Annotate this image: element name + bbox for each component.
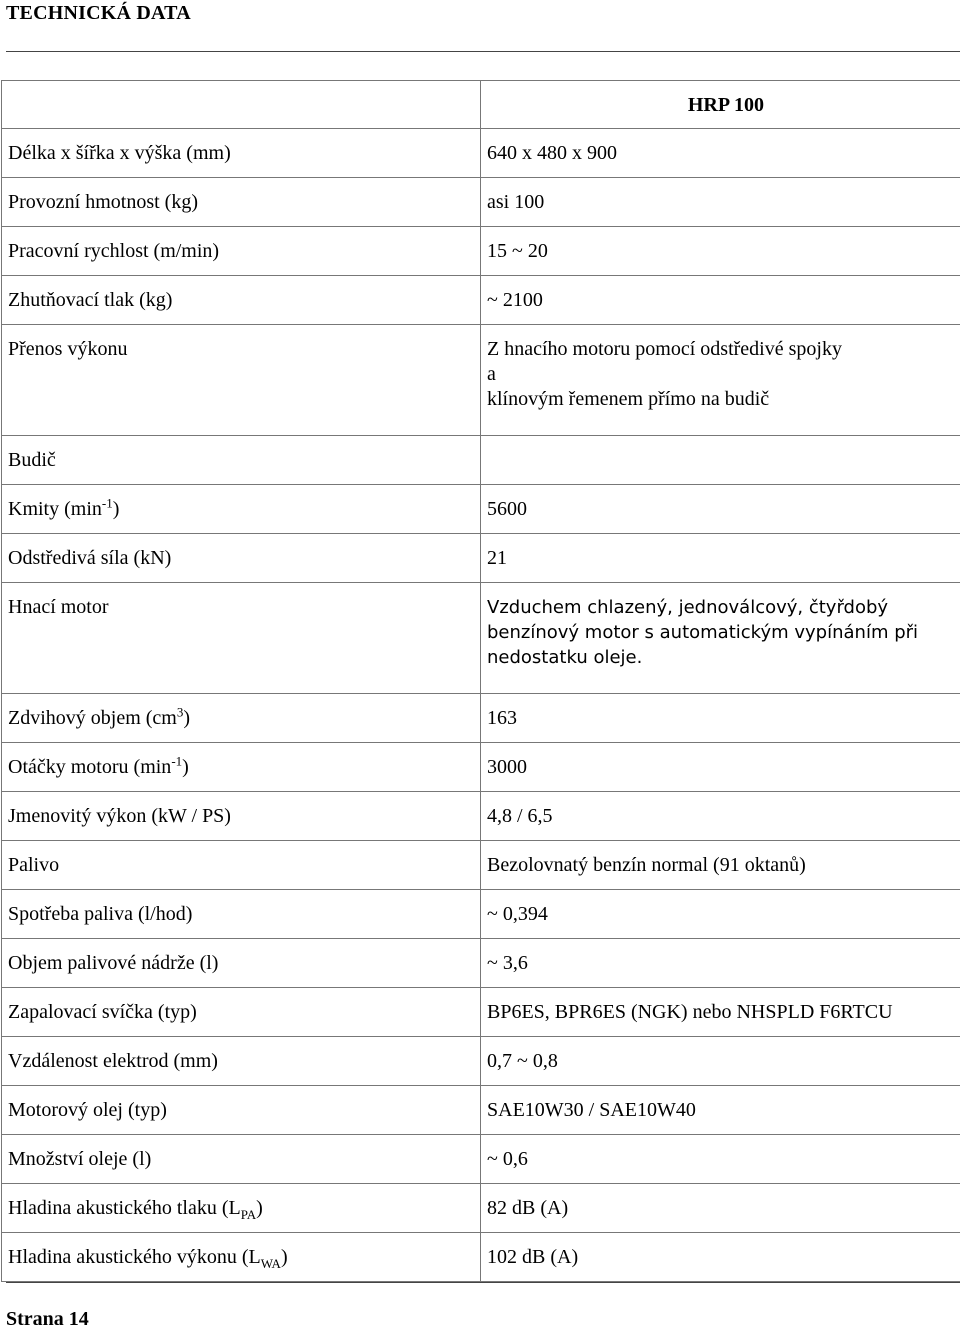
row-label: Odstředivá síla (kN) bbox=[2, 534, 481, 583]
label-end: ) bbox=[183, 707, 190, 729]
label-text: Hladina akustického tlaku (L bbox=[8, 1197, 241, 1219]
page-number: Strana 14 bbox=[6, 1308, 89, 1331]
label-subscript: PA bbox=[241, 1207, 256, 1222]
label-superscript: -1 bbox=[171, 753, 182, 768]
label-superscript: -1 bbox=[102, 495, 113, 510]
row-label: Objem palivové nádrže (l) bbox=[2, 939, 481, 988]
row-label: Množství oleje (l) bbox=[2, 1135, 481, 1184]
table-row bbox=[2, 1037, 960, 1086]
table-row bbox=[2, 939, 960, 988]
row-label: Motorový olej (typ) bbox=[2, 1086, 481, 1135]
row-label bbox=[2, 485, 481, 534]
label-text: Otáčky motoru (min bbox=[8, 756, 171, 778]
row-value: 4,8 / 6,5 bbox=[481, 792, 960, 841]
row-label: Délka x šířka x výška (mm) bbox=[2, 129, 481, 178]
table-row bbox=[2, 436, 960, 485]
label-end: ) bbox=[113, 498, 120, 520]
row-label: Pracovní rychlost (m/min) bbox=[2, 227, 481, 276]
row-label: Jmenovitý výkon (kW / PS) bbox=[2, 792, 481, 841]
row-label bbox=[2, 1184, 481, 1233]
row-value: 640 x 480 x 900 bbox=[481, 129, 960, 178]
label-text: Hladina akustického výkonu (L bbox=[8, 1246, 261, 1268]
row-value bbox=[481, 325, 960, 436]
table-row bbox=[2, 583, 960, 694]
row-label bbox=[2, 1233, 481, 1282]
table-header-row bbox=[2, 81, 960, 129]
row-value: 102 dB (A) bbox=[481, 1233, 960, 1282]
row-label bbox=[2, 694, 481, 743]
row-value: 15 ~ 20 bbox=[481, 227, 960, 276]
row-value bbox=[481, 583, 960, 694]
label-end: ) bbox=[182, 756, 189, 778]
row-label: Zhutňovací tlak (kg) bbox=[2, 276, 481, 325]
table-row bbox=[2, 534, 960, 583]
table-row bbox=[2, 178, 960, 227]
row-label: Přenos výkonu bbox=[2, 325, 481, 436]
table-row bbox=[2, 743, 960, 792]
row-label: Vzdálenost elektrod (mm) bbox=[2, 1037, 481, 1086]
row-value: 163 bbox=[481, 694, 960, 743]
footer-divider bbox=[6, 1282, 960, 1283]
row-value: ~ 2100 bbox=[481, 276, 960, 325]
row-label: Zapalovací svíčka (typ) bbox=[2, 988, 481, 1037]
table-row bbox=[2, 890, 960, 939]
table-row bbox=[2, 1184, 960, 1233]
row-label: Spotřeba paliva (l/hod) bbox=[2, 890, 481, 939]
header-empty-cell bbox=[2, 81, 481, 129]
row-label: Provozní hmotnost (kg) bbox=[2, 178, 481, 227]
table-row bbox=[2, 325, 960, 436]
row-value: BP6ES, BPR6ES (NGK) nebo NHSPLD F6RTCU bbox=[481, 988, 960, 1037]
row-label: Budič bbox=[2, 436, 481, 485]
label-end: ) bbox=[256, 1197, 263, 1219]
row-value: Bezolovnatý benzín normal (91 oktanů) bbox=[481, 841, 960, 890]
row-label: Palivo bbox=[2, 841, 481, 890]
row-value bbox=[481, 436, 960, 485]
page-title: TECHNICKÁ DATA bbox=[6, 2, 191, 25]
table-row bbox=[2, 276, 960, 325]
row-value: ~ 0,6 bbox=[481, 1135, 960, 1184]
row-value: asi 100 bbox=[481, 178, 960, 227]
row-label bbox=[2, 743, 481, 792]
row-value: SAE10W30 / SAE10W40 bbox=[481, 1086, 960, 1135]
table-row bbox=[2, 694, 960, 743]
table-row bbox=[2, 1233, 960, 1282]
table-row bbox=[2, 485, 960, 534]
value-line: Vzduchem chlazený, jednoválcový, čtyřdobý bbox=[487, 595, 954, 620]
table-row bbox=[2, 988, 960, 1037]
table-row bbox=[2, 227, 960, 276]
value-line: Z hnacího motoru pomocí odstředivé spojky bbox=[487, 337, 954, 362]
table-row bbox=[2, 1086, 960, 1135]
label-text: Kmity (min bbox=[8, 498, 102, 520]
row-value: 3000 bbox=[481, 743, 960, 792]
table-row bbox=[2, 792, 960, 841]
row-value: 5600 bbox=[481, 485, 960, 534]
label-text: Zdvihový objem (cm bbox=[8, 707, 177, 729]
row-value: 82 dB (A) bbox=[481, 1184, 960, 1233]
model-name: HRP 100 bbox=[481, 81, 960, 129]
spec-table bbox=[1, 80, 960, 1282]
row-label: Hnací motor bbox=[2, 583, 481, 694]
value-line: benzínový motor s automatickým vypínáním při bbox=[487, 620, 954, 645]
header-divider bbox=[6, 51, 960, 52]
table-row bbox=[2, 129, 960, 178]
table-row bbox=[2, 841, 960, 890]
label-subscript: WA bbox=[261, 1256, 281, 1271]
label-end: ) bbox=[281, 1246, 288, 1268]
row-value: ~ 3,6 bbox=[481, 939, 960, 988]
value-line: klínovým řemenem přímo na budič bbox=[487, 387, 954, 412]
label-superscript: 3 bbox=[177, 704, 184, 719]
row-value: ~ 0,394 bbox=[481, 890, 960, 939]
table-row bbox=[2, 1135, 960, 1184]
row-value: 0,7 ~ 0,8 bbox=[481, 1037, 960, 1086]
value-line: nedostatku oleje. bbox=[487, 645, 954, 670]
value-line: a bbox=[487, 362, 954, 387]
row-value: 21 bbox=[481, 534, 960, 583]
